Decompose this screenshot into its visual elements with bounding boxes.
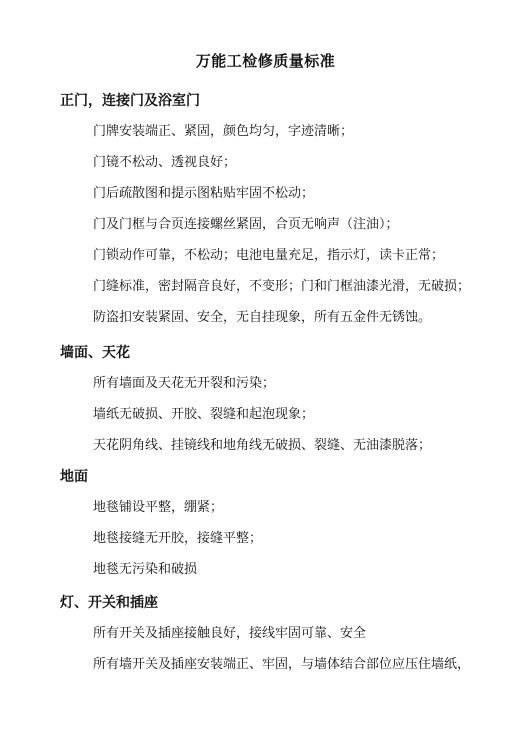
list-item: 防盗扣安装紧固、安全，无自挂现象，所有五金件无锈蚀。 — [93, 310, 432, 325]
list-item: 地毯铺设平整，绷紧； — [93, 500, 224, 515]
list-item: 天花阴角线、挂镜线和地角线无破损、裂缝、无油漆脱落； — [93, 438, 432, 453]
list-item: 门后疏散图和提示图粘贴牢固不松动； — [93, 186, 315, 201]
list-item: 所有开关及插座接触良好，接线牢固可靠、安全 — [93, 626, 367, 641]
list-item: 门锁动作可靠，不松动；电池电量充足，指示灯，读卡正常； — [93, 248, 445, 263]
list-item: 所有墙开关及插座安装端正、牢固，与墙体结合部位应压住墙纸， — [93, 657, 471, 672]
list-item: 地毯无污染和破损 — [93, 562, 198, 577]
document-title: 万能工检修质量标准 — [195, 52, 336, 70]
list-item: 门镜不松动、透视良好； — [93, 155, 237, 170]
list-item: 门及门框与合页连接螺丝紧固，合页无响声（注油）； — [93, 217, 399, 232]
section-heading: 地面 — [60, 469, 88, 485]
list-item: 门牌安装端正、紧固，颜色均匀，字迹清晰； — [93, 124, 354, 139]
section-floor — [0, 467, 531, 580]
section-heading: 墙面、天花 — [60, 345, 130, 361]
list-item: 地毯接缝无开胶，接缝平整； — [93, 531, 263, 546]
list-item: 所有墙面及天花无开裂和污染； — [93, 376, 276, 391]
section-doors — [0, 91, 531, 328]
section-heading: 灯、开关和插座 — [60, 595, 158, 611]
section-lights-switches — [0, 593, 531, 675]
list-item: 墙纸无破损、开胶、裂缝和起泡现象； — [93, 407, 315, 422]
section-walls-ceiling — [0, 343, 531, 456]
list-item: 门缝标准，密封隔音良好，不变形；门和门框油漆光滑，无破损； — [93, 279, 471, 294]
section-heading: 正门，连接门及浴室门 — [60, 93, 200, 109]
